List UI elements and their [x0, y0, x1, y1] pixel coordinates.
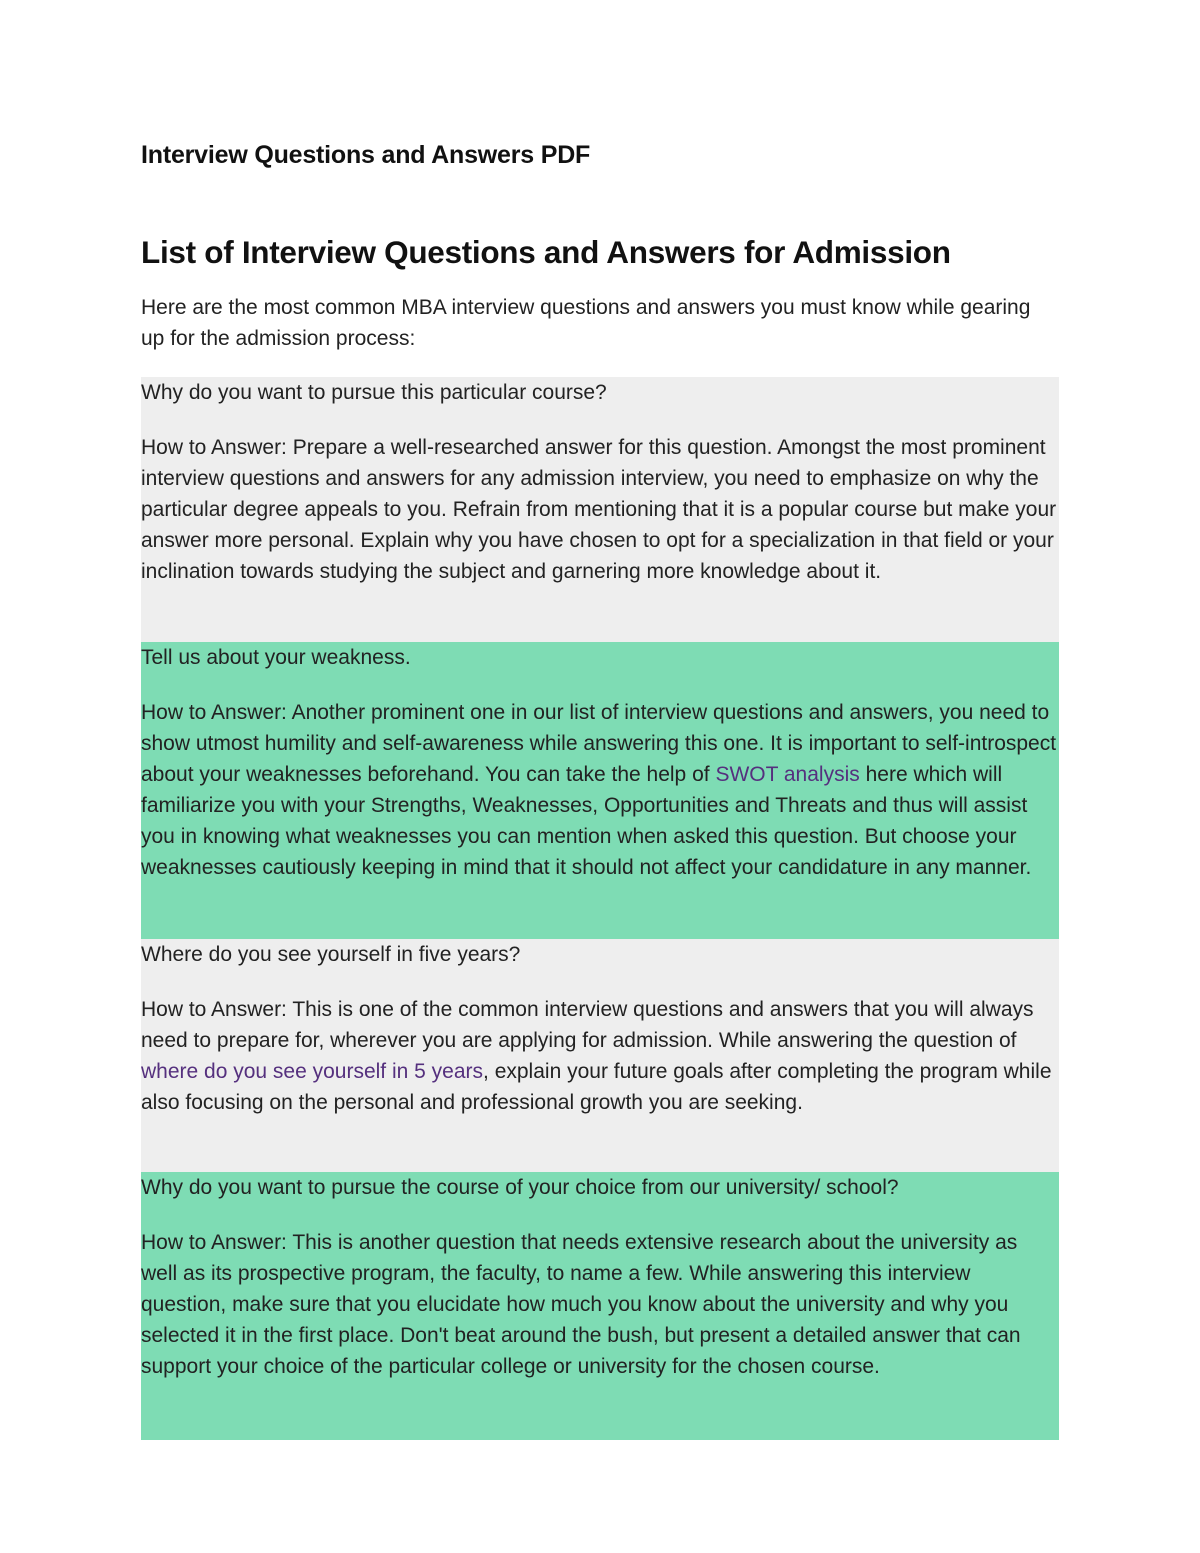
qa-block-university [141, 1172, 1059, 1440]
qa-answer-text: How to Answer: Another prominent one in our list of interview questions and answers, you need to show utmost humility and self-awareness while answering this one. It is important to self-introspect about your weaknesses beforehand. You can take the help of [141, 701, 1057, 786]
qa-answer-text: , explain your future goals after completing the program while also focusing on the personal and professional growth you are seeking. [141, 1060, 1052, 1114]
qa-question: Why do you want to pursue the course of your choice from our university/ school? [141, 1176, 899, 1199]
qa-answer: How to Answer: This is another question that needs extensive research about the university as well as its prospective program, the faculty, to name a few. While answering this interview question, make sure that you elucidate how much you know about the university and why you selected it in the first place. Don't beat around the bush, but present a detailed answer that can support your choice of the particular college or university for the chosen course. [141, 1231, 1021, 1378]
five-years-link[interactable]: where do you see yourself in 5 years [141, 1060, 484, 1083]
qa-answer-text: How to Answer: This is one of the common interview questions and answers that you will always need to prepare for, wherever you are applying for admission. While answering the question of [141, 998, 1034, 1052]
intro-paragraph: Here are the most common MBA interview questions and answers you must know while gearing up for the admission process: [141, 296, 1031, 350]
qa-block-course [141, 377, 1059, 642]
document-title: Interview Questions and Answers PDF [141, 141, 591, 169]
qa-question: Where do you see yourself in five years? [141, 943, 521, 966]
swot-analysis-link[interactable]: SWOT analysis [715, 763, 860, 786]
qa-block-five-years [141, 939, 1059, 1172]
qa-answer: How to Answer: Prepare a well-researched answer for this question. Amongst the most prominent interview questions and answers for any admission interview, you need to emphasize on why the particular degree appeals to you. Refrain from mentioning that it is a popular course but make your answer more personal. Explain why you have chosen to opt for a specialization in that field or your inclination towards studying the subject and garnering more knowledge about it. [141, 436, 1057, 583]
qa-answer [141, 697, 1059, 883]
qa-answer-text: here which will familiarize you with your Strengths, Weaknesses, Opportunities and Threats and thus will assist you in knowing what weaknesses you can mention when asked this question. But choose your weaknesses cautiously keeping in mind that it should not affect your candidature in any manner. [141, 763, 1032, 879]
qa-block-weakness [141, 642, 1059, 939]
qa-answer [141, 994, 1059, 1118]
section-heading: List of Interview Questions and Answers for Admission [141, 234, 951, 270]
qa-question: Tell us about your weakness. [141, 646, 411, 669]
qa-question: Why do you want to pursue this particular course? [141, 381, 607, 404]
